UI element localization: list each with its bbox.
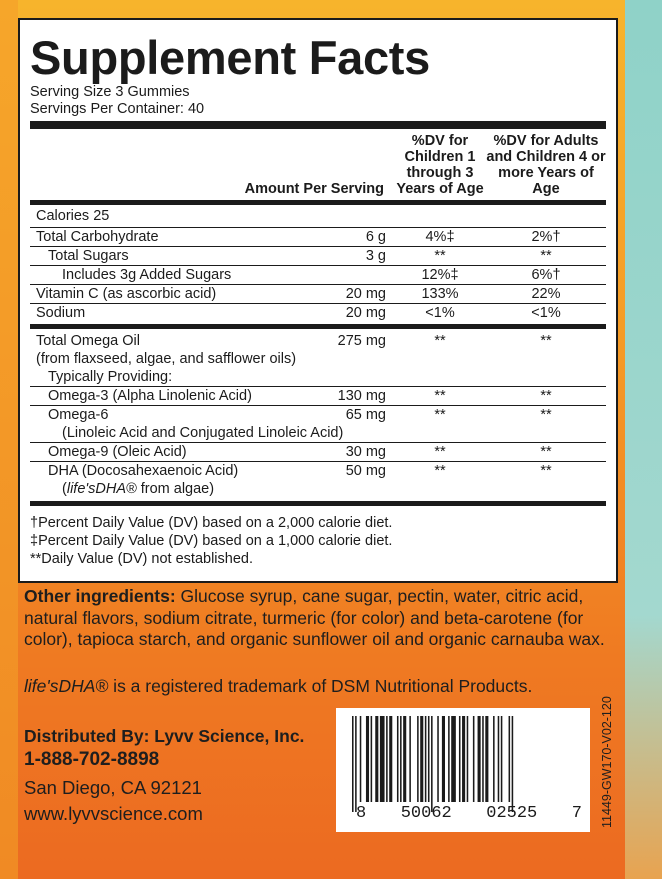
footnotes: [30, 506, 606, 568]
other-ingredients: [24, 586, 614, 651]
omega6-amount: 65 mg: [345, 407, 386, 423]
trademark-text: is a registered trademark of DSM Nutritional Products.: [108, 676, 533, 696]
dha-sub: [30, 480, 606, 501]
left-orange-band: [0, 0, 18, 879]
total-omega-amount: 275 mg: [337, 333, 386, 349]
nutrient-dv-adults: 6%†: [531, 267, 561, 283]
nutrient-row: [30, 304, 606, 322]
barcode: [336, 708, 590, 832]
distributor-phone: 1-888-702-8898: [24, 749, 160, 770]
calories-row: Calories 25: [30, 205, 606, 228]
barcode-first-digit: 8: [356, 804, 367, 823]
omega-divider: [30, 324, 606, 329]
omega9-amount: 30 mg: [345, 444, 386, 460]
panel-title: Supplement Facts: [30, 31, 431, 84]
omega3-row: [30, 387, 606, 406]
nutrient-dv-children: 12%‡: [421, 267, 459, 283]
distributor-website: www.lyvvscience.com: [24, 803, 203, 824]
total-omega-row: [30, 332, 606, 350]
trademark-notice: [24, 676, 584, 698]
dv-children-header: %DV for Children 1 through 3 Years of Age: [396, 133, 484, 197]
omega9-name: Omega-9 (Oleic Acid): [48, 444, 187, 460]
dha-dv1: **: [434, 463, 446, 479]
nutrient-dv-children: 133%: [421, 286, 459, 302]
nutrient-amount: 20 mg: [345, 305, 386, 321]
column-header: [30, 129, 606, 200]
footnote-dv-not-established: **Daily Value (DV) not established.: [30, 551, 253, 567]
nutrient-dv-adults: **: [540, 248, 552, 264]
right-teal-band: [625, 0, 662, 879]
amount-per-serving-header: Amount Per Serving: [244, 181, 384, 197]
barcode-group2: 02525: [486, 804, 538, 823]
distributor-name: Distributed By: Lyvv Science, Inc.: [24, 726, 305, 746]
total-omega-dv1: **: [434, 333, 446, 349]
nutrient-row: [30, 266, 606, 285]
barcode-bars: [348, 716, 578, 816]
nutrient-amount: 3 g: [365, 248, 386, 264]
omega6-row: [30, 406, 606, 424]
nutrient-dv-children: 4%‡: [425, 229, 455, 245]
total-omega-dv2: **: [540, 333, 552, 349]
footnote-2000: †Percent Daily Value (DV) based on a 2,000 calorie diet.: [30, 515, 393, 531]
typically-providing: Typically Providing:: [30, 368, 606, 387]
distributor-block: [24, 724, 304, 827]
omega9-dv1: **: [434, 444, 446, 460]
nutrient-row: [30, 285, 606, 304]
nutrient-rows: [30, 228, 606, 322]
total-omega-name: Total Omega Oil: [36, 333, 140, 349]
barcode-last-digit: 7: [571, 804, 582, 823]
dha-name: DHA (Docosahexaenoic Acid): [48, 463, 239, 479]
barcode-group1: 50062: [400, 804, 452, 823]
dv-adults-header: %DV for Adults and Children 4 or more Years of Age: [486, 133, 606, 197]
nutrient-name: Vitamin C (as ascorbic acid): [36, 286, 217, 302]
dha-sub-rest: from algae): [140, 481, 215, 497]
nutrient-amount: [314, 266, 394, 284]
nutrient-dv-adults: 22%: [531, 286, 561, 302]
nutrient-amount: 6 g: [365, 229, 386, 245]
dha-dv2: **: [540, 463, 552, 479]
omega6-dv1: **: [434, 407, 446, 423]
footnote-1000: ‡Percent Daily Value (DV) based on a 1,000 calorie diet.: [30, 533, 393, 549]
omega6-name: Omega-6: [48, 407, 109, 423]
nutrient-row: [30, 247, 606, 266]
omega-source: (from flaxseed, algae, and safflower oils): [36, 351, 297, 367]
omega3-amount: 130 mg: [337, 388, 386, 404]
trademark-brand: life'sDHA®: [24, 676, 109, 696]
servings-per-container: Servings Per Container: 40: [30, 101, 205, 117]
nutrient-name: Total Sugars: [48, 248, 129, 264]
vertical-product-code: 11449-GW170-V02-120: [600, 696, 614, 828]
serving-size: Serving Size 3 Gummies: [30, 84, 190, 100]
distributor-city: San Diego, CA 92121: [24, 777, 202, 798]
barcode-numbers: [356, 804, 582, 823]
dha-row: [30, 462, 606, 480]
other-ingredients-text: Glucose syrup, cane sugar, pectin, water, citric acid, natural flavors, sodium citrate, turmeric (for color) and beta-carotene (for color), tapioca starch, and organic sunflower oil and organic carnauba wax.: [24, 586, 605, 649]
omega3-dv1: **: [434, 388, 446, 404]
omega6-sub: (Linoleic Acid and Conjugated Linoleic Acid): [30, 424, 606, 443]
nutrient-dv-children: **: [434, 248, 446, 264]
nutrient-dv-children: <1%: [425, 305, 455, 321]
other-ingredients-label: Other ingredients:: [24, 586, 176, 606]
omega6-dv2: **: [540, 407, 552, 423]
nutrient-name: Includes 3g Added Sugars: [62, 267, 232, 283]
dha-amount: 50 mg: [345, 463, 386, 479]
omega3-name: Omega-3 (Alpha Linolenic Acid): [48, 388, 252, 404]
supplement-facts-panel: [18, 18, 618, 583]
thick-divider: [30, 121, 606, 129]
omega3-dv2: **: [540, 388, 552, 404]
nutrient-row: [30, 228, 606, 247]
dha-sub-open: (: [62, 481, 67, 497]
nutrient-name: Total Carbohydrate: [36, 229, 159, 245]
nutrient-dv-adults: 2%†: [531, 229, 561, 245]
nutrient-name: Sodium: [36, 305, 86, 321]
nutrient-amount: 20 mg: [345, 286, 386, 302]
dha-sub-brand: life'sDHA®: [66, 481, 137, 497]
omega9-dv2: **: [540, 444, 552, 460]
omega9-row: [30, 443, 606, 462]
nutrient-dv-adults: <1%: [531, 305, 561, 321]
